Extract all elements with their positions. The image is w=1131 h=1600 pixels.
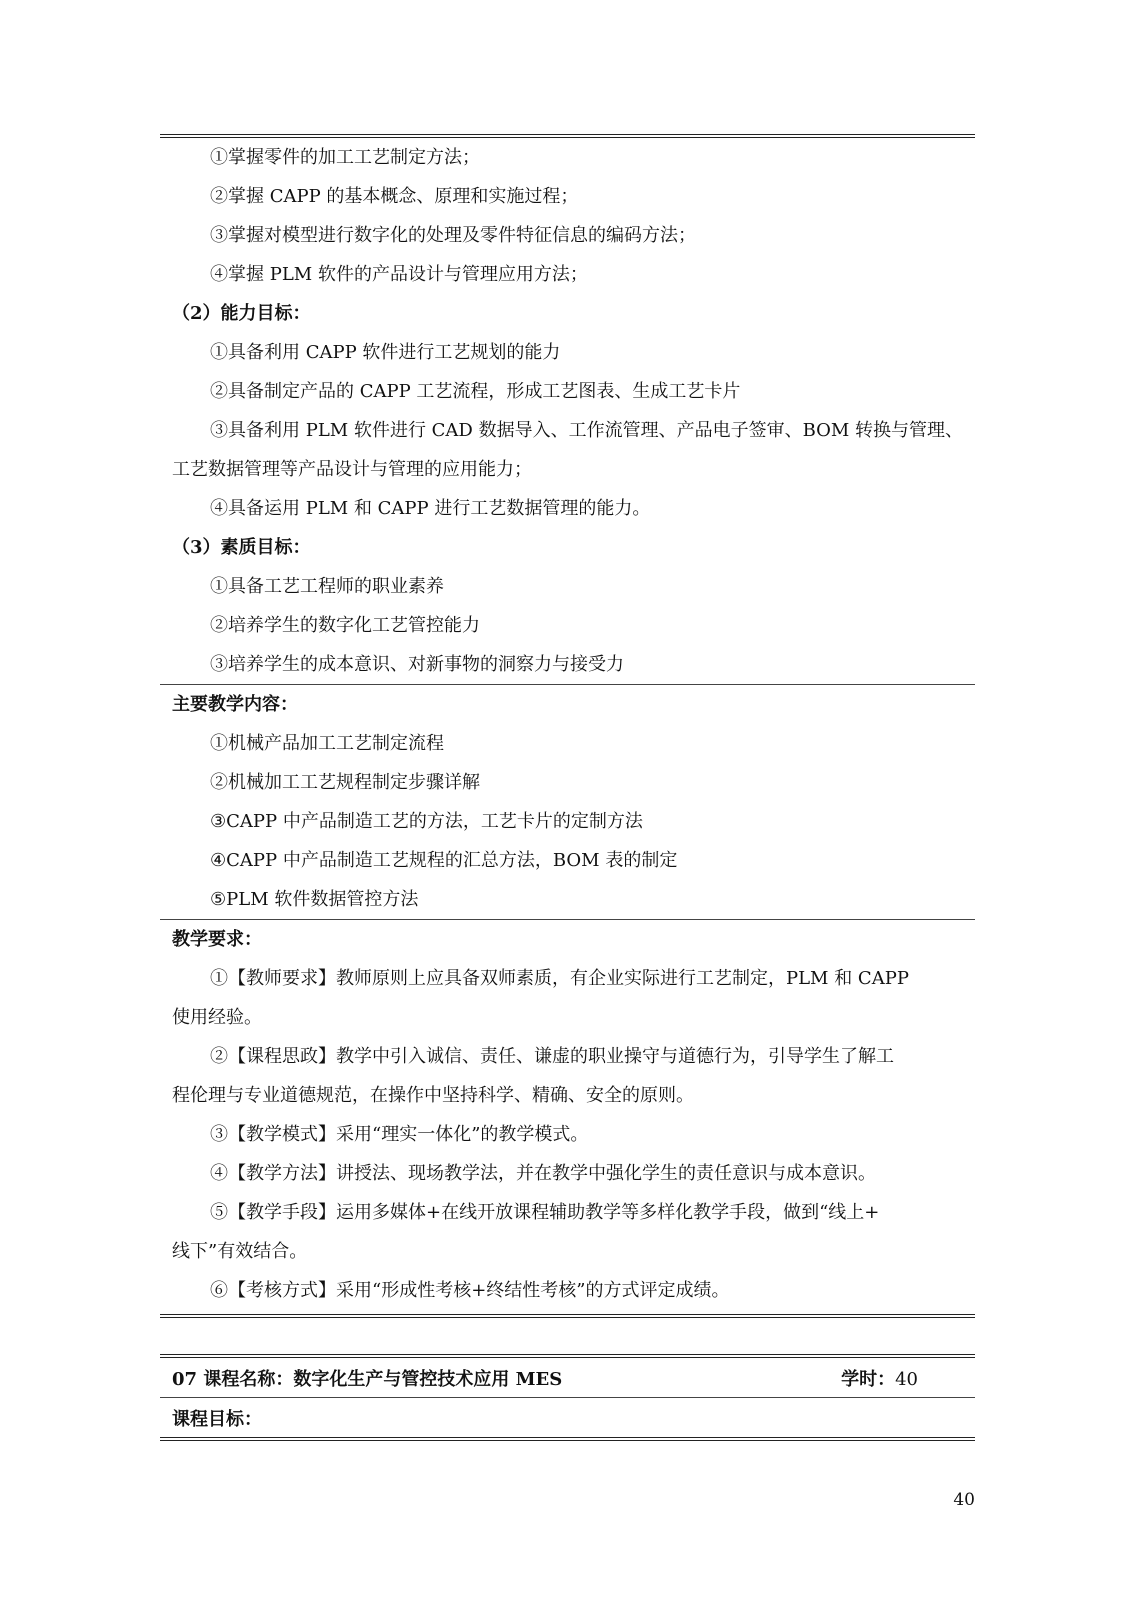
knowledge-item: ②掌握 CAPP 的基本概念、原理和实施过程； [210, 186, 579, 207]
requirements-heading: 教学要求： [172, 929, 262, 950]
course-goal-heading: 课程目标： [172, 1408, 262, 1430]
hours-label: 学时： [841, 1368, 896, 1390]
quality-item: ③培养学生的成本意识、对新事物的洞察力与接受力 [210, 654, 624, 675]
quality-item: ①具备工艺工程师的职业素养 [210, 576, 444, 597]
ability-goals [160, 294, 975, 528]
hours-value: 40 [895, 1368, 918, 1390]
content-item: ③CAPP 中产品制造工艺的方法，工艺卡片的定制方法 [210, 811, 643, 832]
course-title-row [160, 1358, 975, 1397]
course-hours [841, 1365, 963, 1391]
requirement-item: ①【教师要求】教师原则上应具备双师素质，有企业实际进行工艺制定，PLM 和 CAPP [210, 968, 909, 989]
quality-goals [160, 528, 975, 684]
bottom-rule [160, 1314, 975, 1318]
next-course-table [160, 1354, 975, 1441]
content-item: ①机械产品加工工艺制定流程 [210, 733, 444, 754]
ability-item-continued: 工艺数据管理等产品设计与管理的应用能力； [172, 459, 532, 480]
content-item: ⑤PLM 软件数据管控方法 [210, 889, 419, 910]
knowledge-item: ④掌握 PLM 软件的产品设计与管理应用方法； [210, 264, 588, 285]
knowledge-item: ①掌握零件的加工工艺制定方法； [210, 147, 480, 168]
teaching-content [160, 685, 975, 919]
requirement-item: ④【教学方法】讲授法、现场教学法，并在教学中强化学生的责任意识与成本意识。 [210, 1163, 876, 1184]
teaching-requirements [160, 920, 975, 1310]
content-item: ④CAPP 中产品制造工艺规程的汇总方法，BOM 表的制定 [210, 850, 678, 871]
knowledge-item: ③掌握对模型进行数字化的处理及零件特征信息的编码方法； [210, 225, 696, 246]
requirement-item: ③【教学模式】采用“理实一体化”的教学模式。 [210, 1124, 589, 1145]
course-title: 07 课程名称：数字化生产与管控技术应用 MES [172, 1368, 563, 1390]
content-heading: 主要教学内容： [172, 694, 298, 715]
quality-item: ②培养学生的数字化工艺管控能力 [210, 615, 480, 636]
knowledge-goals [160, 138, 975, 294]
course-goal-row [160, 1398, 975, 1437]
course-bottom-rule [160, 1437, 975, 1441]
requirement-item: ②【课程思政】教学中引入诚信、责任、谦虚的职业操守与道德行为，引导学生了解工 [210, 1046, 894, 1067]
requirement-item: ⑤【教学手段】运用多媒体+在线开放课程辅助教学等多样化教学手段，做到“线上+ [210, 1202, 880, 1223]
requirement-item: ⑥【考核方式】采用“形成性考核+终结性考核”的方式评定成绩。 [210, 1280, 730, 1301]
content-item: ②机械加工工艺规程制定步骤详解 [210, 772, 480, 793]
quality-heading: （3）素质目标： [172, 537, 311, 558]
ability-item: ①具备利用 CAPP 软件进行工艺规划的能力 [210, 342, 561, 363]
requirement-item-continued: 程伦理与专业道德规范，在操作中坚持科学、精确、安全的原则。 [172, 1085, 694, 1106]
ability-item: ②具备制定产品的 CAPP 工艺流程，形成工艺图表、生成工艺卡片 [210, 381, 741, 402]
course-description [160, 134, 975, 1318]
ability-heading: （2）能力目标： [172, 303, 311, 324]
page-number: 40 [953, 1490, 975, 1510]
requirement-item-continued: 使用经验。 [172, 1007, 262, 1028]
requirement-item-continued: 线下”有效结合。 [172, 1241, 308, 1262]
ability-item: ④具备运用 PLM 和 CAPP 进行工艺数据管理的能力。 [210, 498, 651, 519]
ability-item: ③具备利用 PLM 软件进行 CAD 数据导入、工作流管理、产品电子签审、BOM 转换与管理、 [210, 420, 964, 441]
